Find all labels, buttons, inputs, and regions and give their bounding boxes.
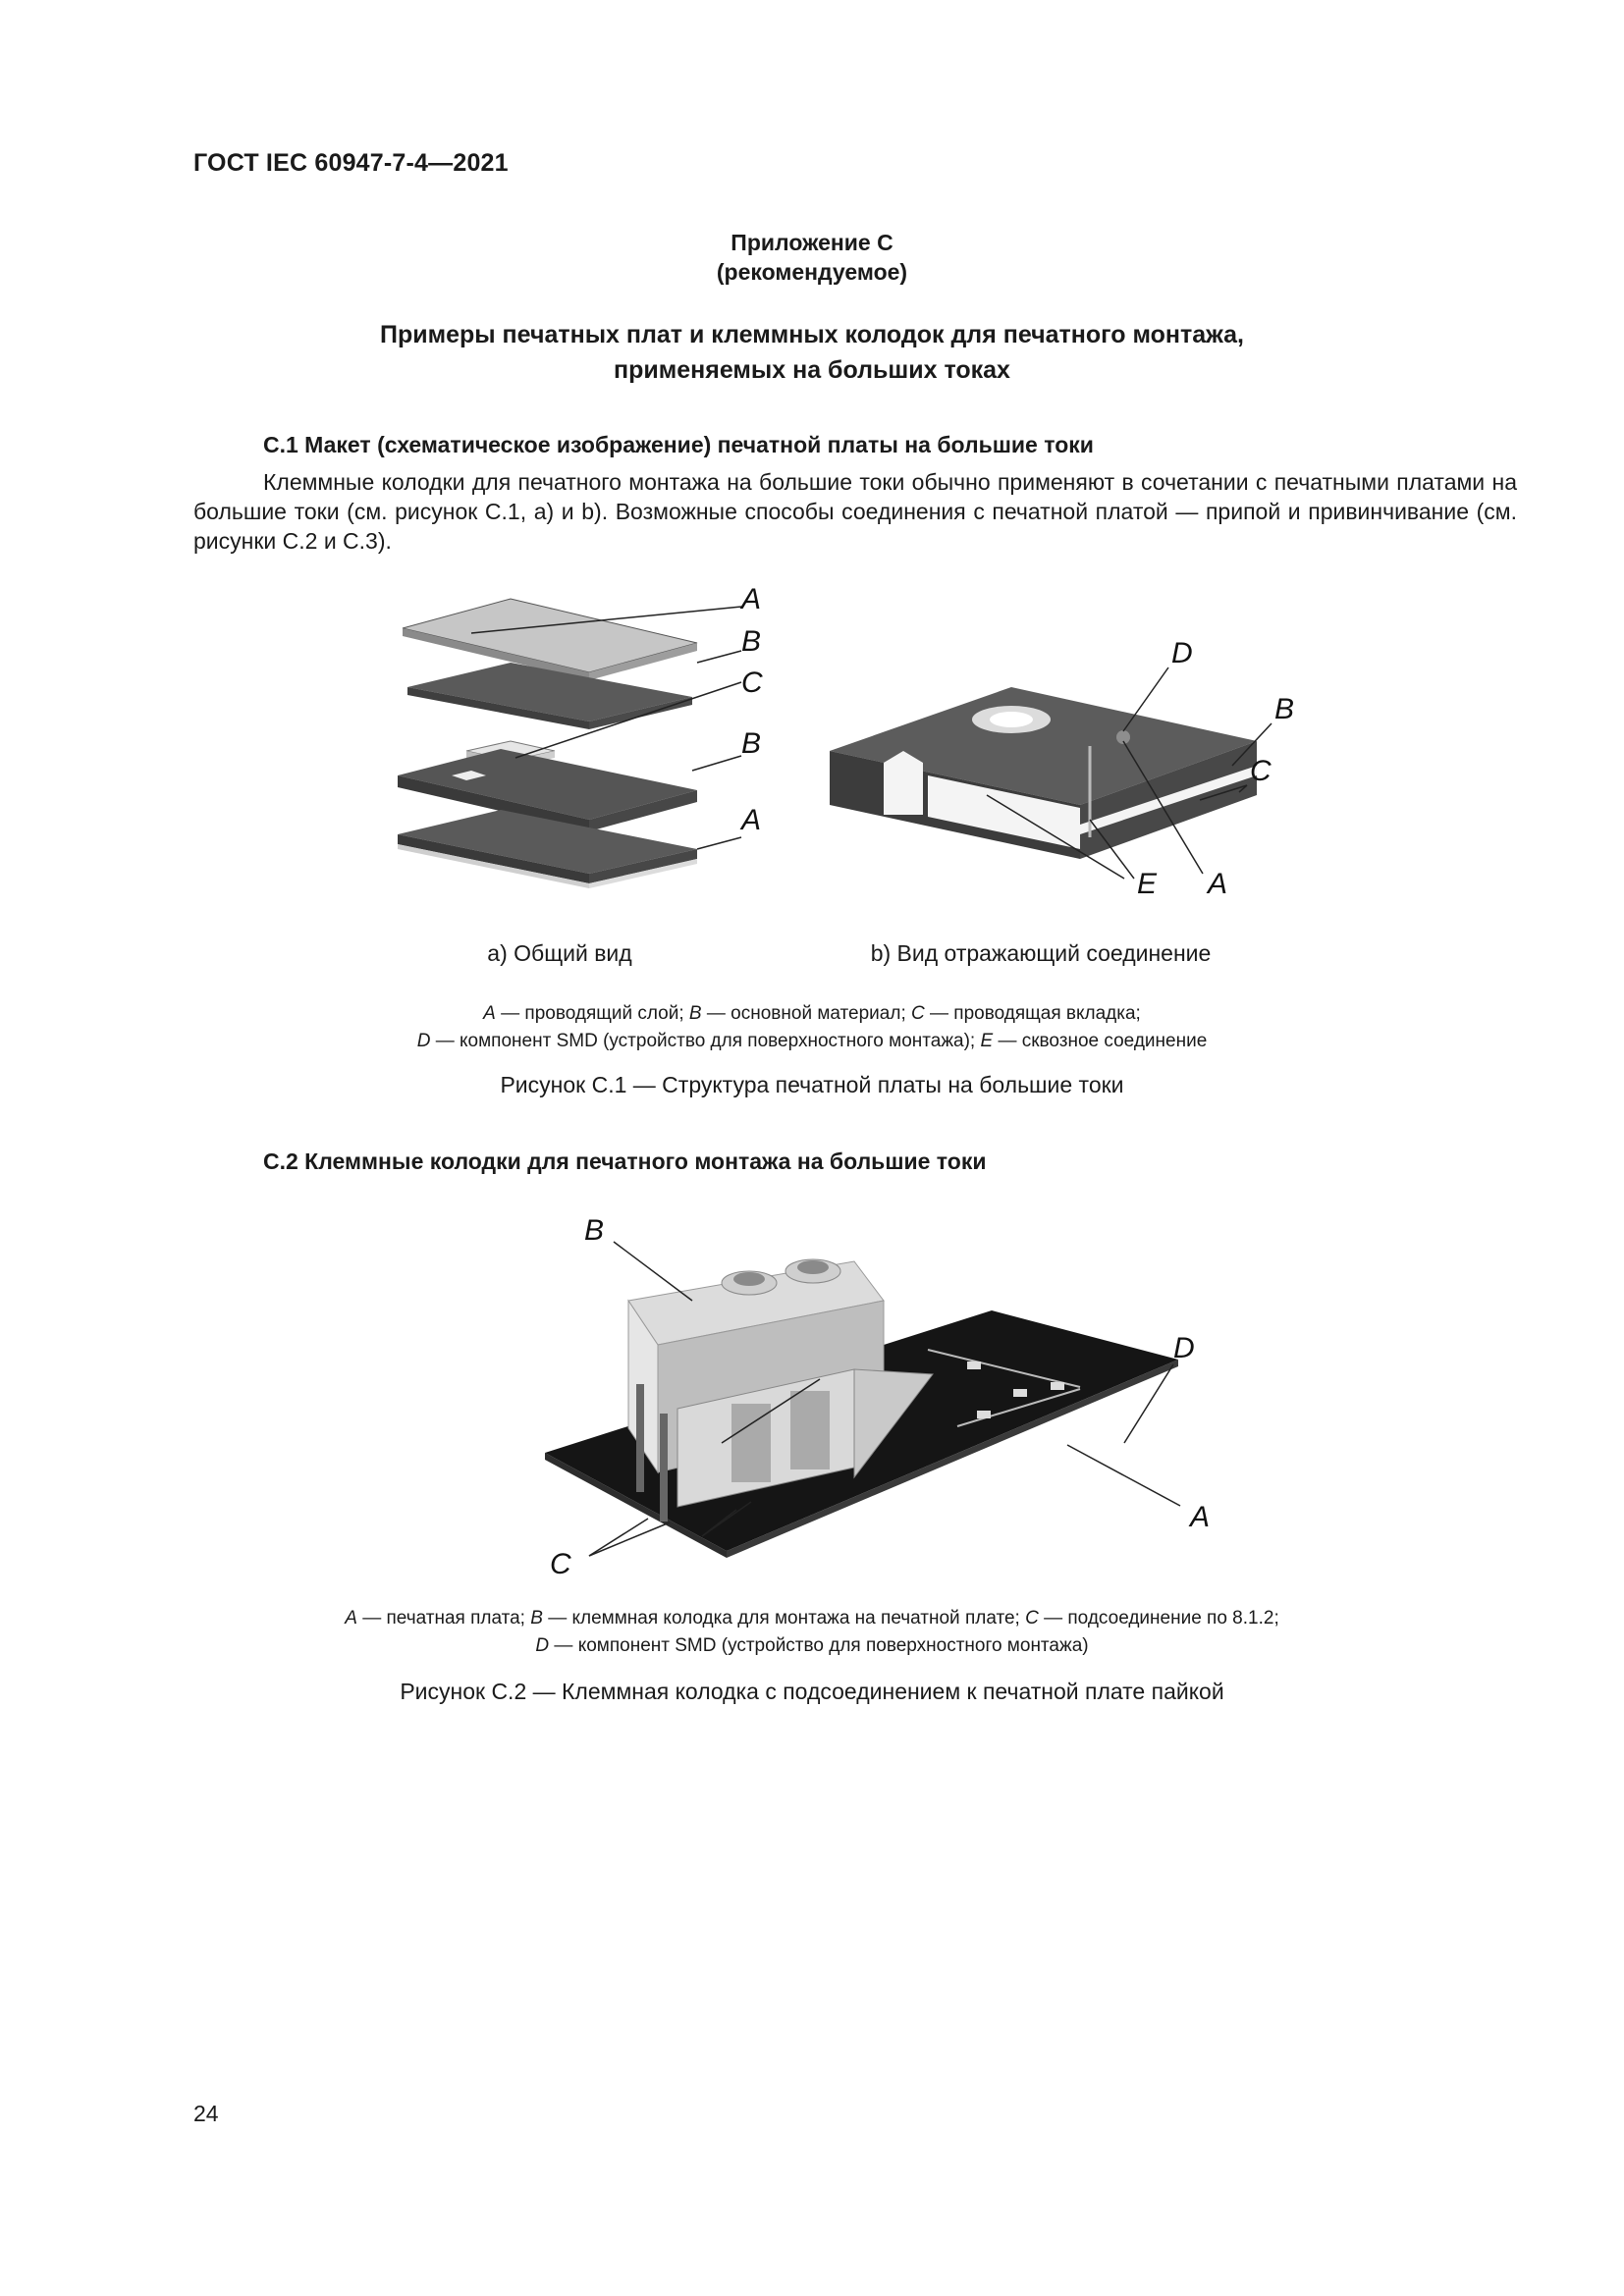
legend-text: — проводящий слой; <box>495 1003 689 1024</box>
legend-key: E <box>980 1031 994 1051</box>
figure-c1-legend-line-2 <box>193 1028 1431 1055</box>
legend-text: — сквозное соединение <box>993 1031 1208 1051</box>
figure-c1-legend <box>193 1000 1431 1055</box>
figure-c1b-subcaption: b) Вид отражающий соединение <box>870 940 1212 966</box>
legend-text: — компонент SMD (устройство для поверхностного монтажа); <box>430 1031 981 1051</box>
legend-text: — компонент SMD (устройство для поверхностного монтажа) <box>549 1635 1089 1656</box>
legend-text: — основной материал; <box>701 1003 911 1024</box>
page-number: 24 <box>193 2101 219 2126</box>
legend-key: B <box>530 1608 543 1629</box>
label-c1b-c: C <box>1250 755 1272 787</box>
appendix-heading <box>193 228 1431 287</box>
label-c1b-b: B <box>1274 693 1295 725</box>
figure-c1-caption: Рисунок С.1 — Структура печатной платы на большие токи <box>500 1072 1124 1097</box>
title-line-1: Примеры печатных плат и клеммных колодок для печатного монтажа, <box>379 321 1245 348</box>
figure-c2-legend-line-2 <box>193 1632 1431 1660</box>
label-c1b-a: A <box>1208 868 1228 898</box>
section-2-heading: С.2 Клеммные колодки для печатного монтажа на большие токи <box>263 1148 987 1174</box>
figure-c2-caption: Рисунок С.2 — Клеммная колодка с подсоединением к печатной плате пайкой <box>400 1679 1224 1704</box>
title-line-2: применяемых на больших токах <box>614 356 1010 384</box>
document-header: ГОСТ IEC 60947-7-4—2021 <box>193 149 509 177</box>
figure-c2-legend-line-1 <box>193 1605 1431 1632</box>
figure-c1a-exploded-layers <box>398 599 697 888</box>
legend-text: — печатная плата; <box>356 1608 531 1629</box>
figure-c2-diagram <box>530 1202 1218 1585</box>
legend-key: A <box>345 1608 357 1629</box>
label-c1a-c: C <box>741 667 763 699</box>
figure-c1-legend-line-1 <box>193 1000 1431 1028</box>
section-1-heading: С.1 Макет (схематическое изображение) печатной платы на большие токи <box>263 432 1094 457</box>
label-c2-d: D <box>1173 1332 1195 1364</box>
figure-c2-legend <box>193 1605 1431 1660</box>
label-c1a-b-top: B <box>741 625 762 658</box>
legend-text: — проводящая вкладка; <box>924 1003 1141 1024</box>
legend-text: — подсоединение по 8.1.2; <box>1038 1608 1279 1629</box>
figure-c1a-subcaption: а) Общий вид <box>487 940 632 966</box>
legend-key: D <box>535 1635 550 1656</box>
label-c2-c: C <box>550 1548 571 1580</box>
legend-key: C <box>1025 1608 1039 1629</box>
label-c1a-a-top: A <box>741 583 762 615</box>
label-c1a-a-bottom: A <box>741 804 762 836</box>
legend-text: — клеммная колодка для монтажа на печатной плате; <box>542 1608 1026 1629</box>
label-c1a-b-bottom: B <box>741 727 762 760</box>
legend-key: D <box>416 1031 431 1051</box>
appendix-label: Приложение С <box>731 230 893 255</box>
label-c1b-e: E <box>1137 868 1158 898</box>
figure-c1-diagram <box>393 574 1326 898</box>
legend-key: A <box>483 1003 496 1024</box>
label-c2-a: A <box>1190 1501 1211 1533</box>
appendix-title <box>193 317 1431 388</box>
label-c2-b: B <box>584 1214 605 1247</box>
legend-key: C <box>911 1003 925 1024</box>
figure-c1b-section <box>830 687 1257 859</box>
legend-key: B <box>688 1003 702 1024</box>
label-c1b-d: D <box>1171 637 1193 669</box>
appendix-status: (рекомендуемое) <box>716 259 908 285</box>
section-1-paragraph: Клеммные колодки для печатного монтажа на большие токи обычно применяют в сочетании с печатными платами на большие токи (см. рисунок С.1, а) и b). Возможные способы соединения с печатной платой — припой и привинчивание (см. рисунки С.2 и С.3). <box>193 469 1517 554</box>
